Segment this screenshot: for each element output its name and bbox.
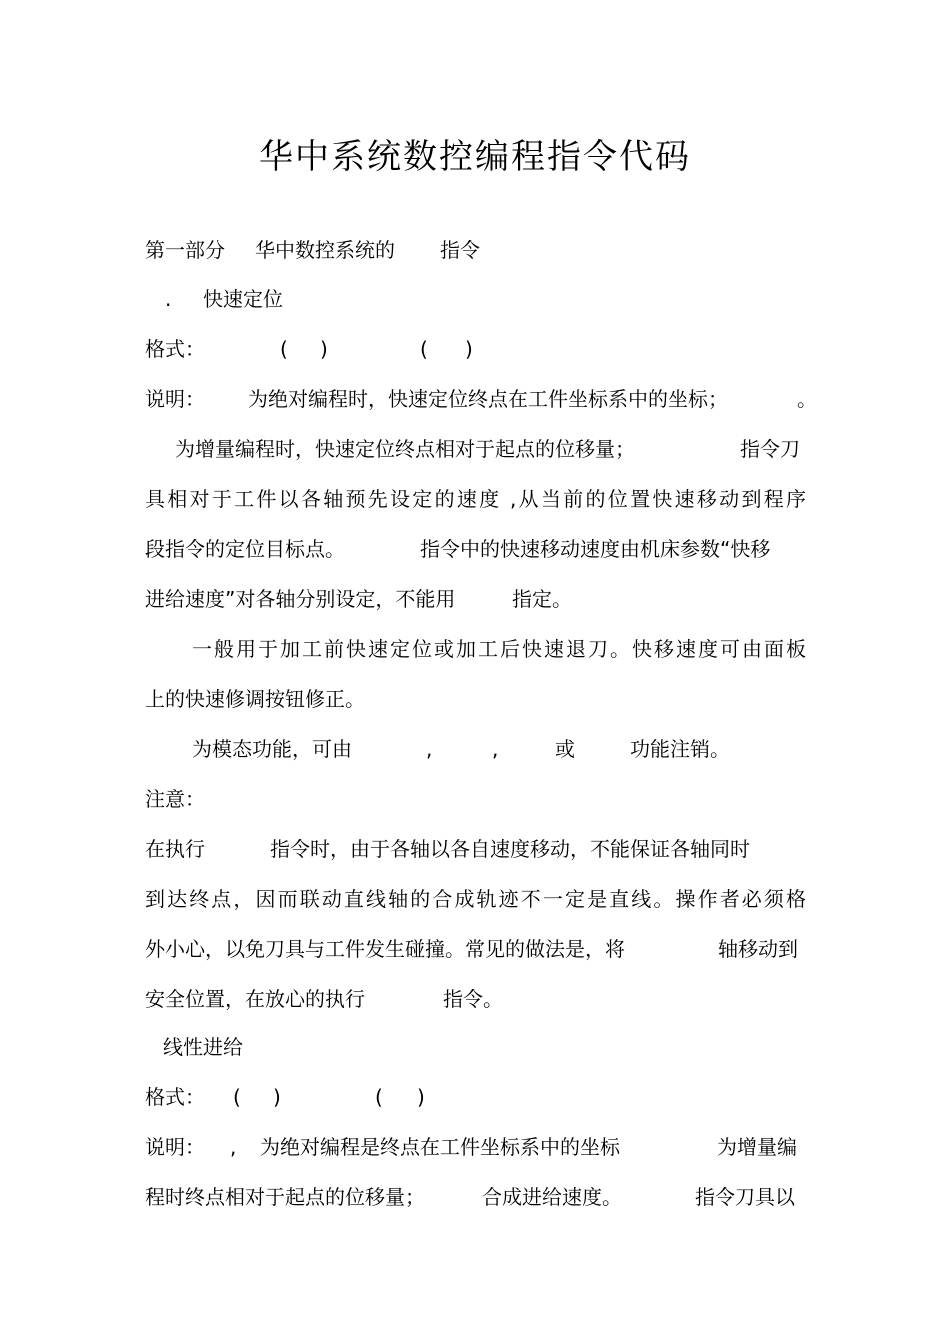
text-segment: 合成进给速度。 [482,1185,622,1209]
text-segment: , [426,737,433,761]
text-segment: 格式： [145,337,205,361]
text-segment: ( [375,1085,383,1109]
text-segment: ) [273,1085,281,1109]
text-segment: 一般用于加工前快速定位或加工后快速退刀。快移速度可由面板 [192,637,806,661]
text-segment: 说明： [145,387,205,411]
text-segment: 指令时，由于各轴以各自速度移动，不能保证各轴同时 [270,837,750,861]
text-segment: 外小心，以免刀具与工件发生碰撞。常见的做法是，将 [145,937,625,961]
text-segment: 线性进给 [163,1035,243,1059]
text-segment: 指定。 [512,587,572,611]
text-segment: ) [320,337,328,361]
text-segment: , [492,737,499,761]
text-segment: 。 [797,387,817,411]
text-segment: 上的快速修调按钮修正。 [145,687,365,711]
text-segment: 第一部分 [145,238,225,262]
text-segment: ( [420,337,428,361]
text-segment: 或 [555,737,575,761]
text-segment: 说明： [145,1135,205,1159]
text-segment: 为模态功能，可由 [192,737,352,761]
text-segment: 注意： [145,787,205,811]
text-segment: . [165,287,172,311]
text-segment: 程时终点相对于起点的位移量； [145,1185,425,1209]
text-segment: ( [280,337,288,361]
text-segment: ( [233,1085,241,1109]
text-segment: 快速定位 [203,287,283,311]
text-segment: 为绝对编程是终点在工件坐标系中的坐标 [260,1135,620,1159]
text-segment: 在执行 [145,837,205,861]
text-segment: 指令。 [443,987,503,1011]
text-segment: 华中数控系统的 [255,238,395,262]
text-segment: 功能注销。 [630,737,730,761]
text-segment: 为增量编 [717,1135,797,1159]
text-segment: 进给速度”对各轴分别设定，不能用 [145,587,456,611]
text-segment: ) [417,1085,425,1109]
text-segment: 到达终点，因而联动直线轴的合成轨迹不一定是直线。操作者必须格 [145,887,806,911]
text-segment: 指令刀 [740,437,800,461]
text-segment: 格式： [145,1085,205,1109]
text-segment: 安全位置，在放心的执行 [145,987,365,1011]
document-title: 华中系统数控编程指令代码 [259,137,691,177]
text-segment: ) [465,337,473,361]
text-segment: 段指令的定位目标点。 [145,537,345,561]
text-segment: 指令刀具以 [695,1185,795,1209]
text-segment: 为增量编程时，快速定位终点相对于起点的位移量； [175,437,635,461]
text-segment: 轴移动到 [718,937,798,961]
text-segment: 具相对于工件以各轴预先设定的速度 ,从当前的位置快速移动到程序 [145,487,806,511]
text-segment: 指令中的快速移动速度由机床参数“快移 [420,537,771,561]
text-segment: 为绝对编程时，快速定位终点在工件坐标系中的坐标； [248,387,728,411]
text-segment: , [230,1135,237,1159]
text-segment: 指令 [440,238,480,262]
